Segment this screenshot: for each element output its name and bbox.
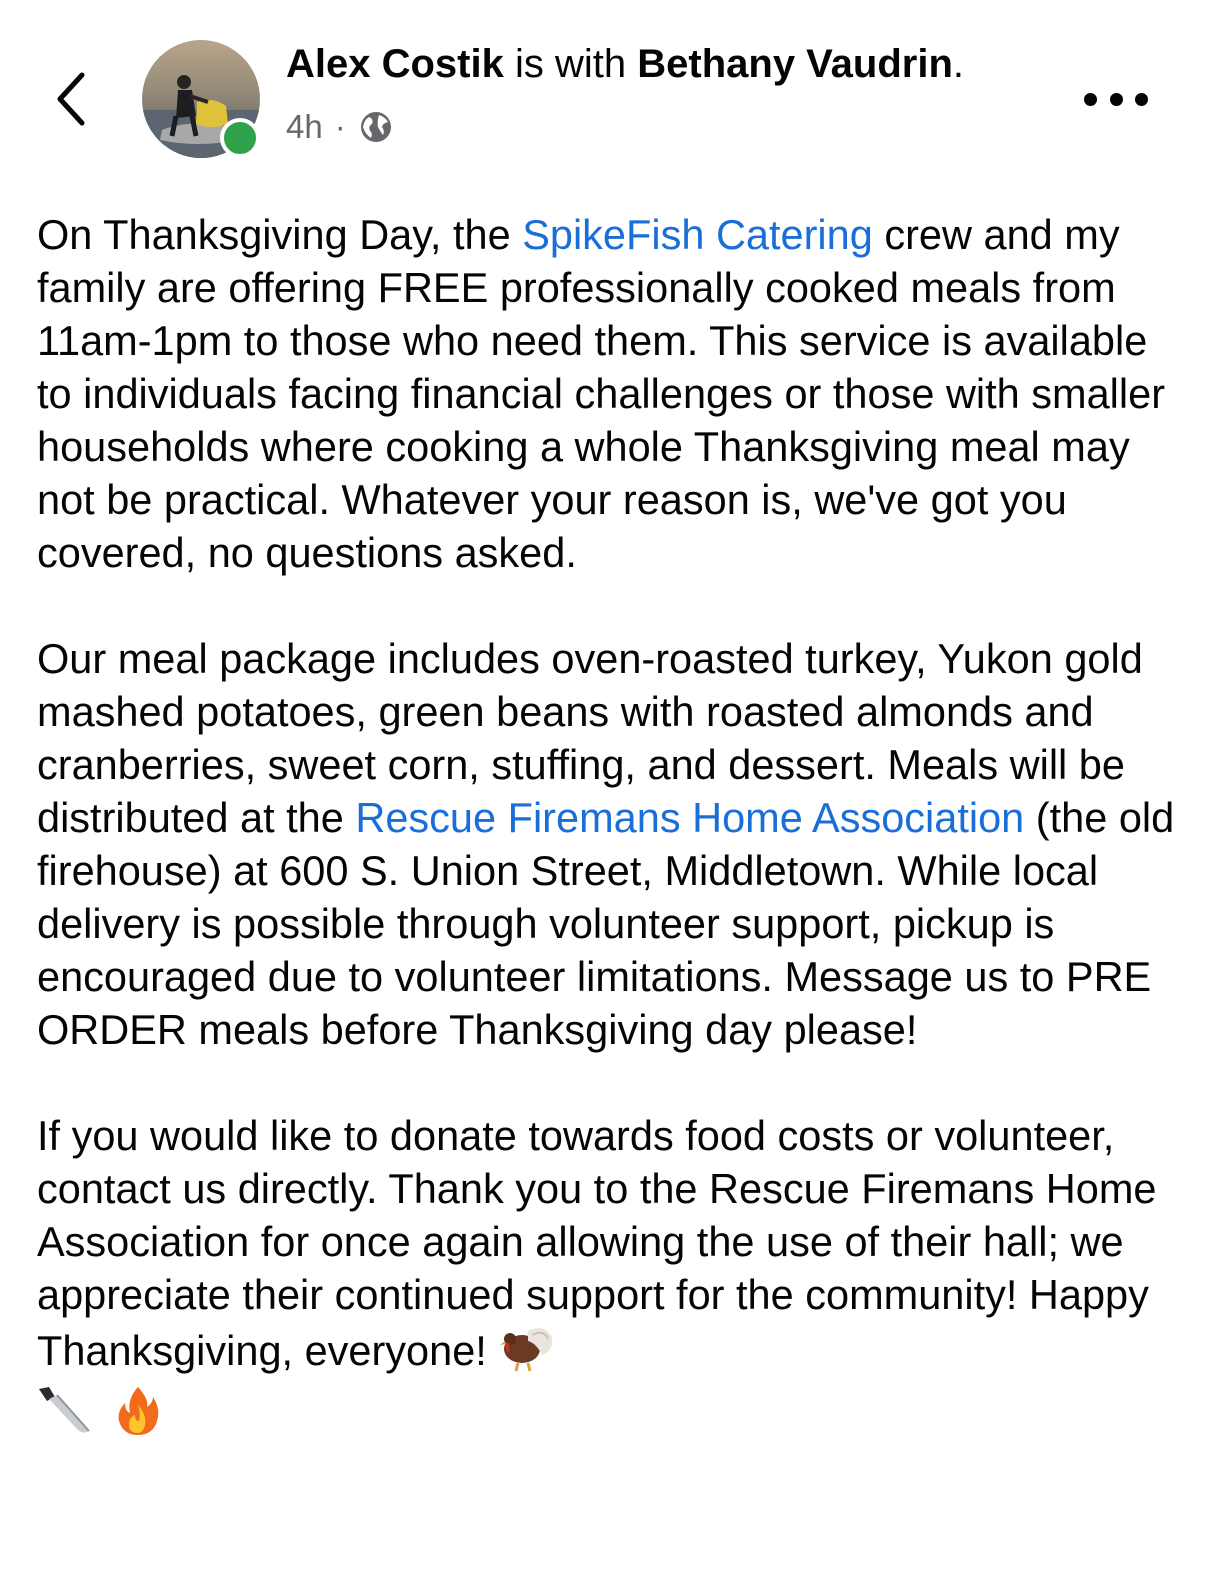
post-paragraph-3 — [37, 1109, 1177, 1449]
post-paragraph-2 — [37, 632, 1177, 1056]
paragraph-text: If you would like to donate towards food costs or volunteer, contact us directly. Thank you to the Rescue Firemans Home Association for once again allowing the use of their hall; we appreciate their continued support for the community! Happy Thanksgiving, everyone! — [37, 1112, 1157, 1374]
with-text: is with — [514, 42, 627, 86]
online-status-dot — [220, 118, 260, 158]
knife-emoji — [37, 1385, 93, 1449]
period: . — [952, 42, 964, 86]
globe-icon[interactable] — [358, 109, 394, 145]
paragraph-text: Our meal package includes oven-roasted turkey, Yukon gold mashed potatoes, green beans with roasted almonds and cranberries, sweet corn, stuffing, and dessert. Meals will be distributed at the — [37, 635, 1143, 841]
post-text — [37, 208, 1177, 1502]
post-paragraph-1 — [37, 208, 1177, 579]
paragraph-text: (the old firehouse) at 600 S. Union Street, Middletown. While local delivery is possible through volunteer support, pickup is encouraged due to volunteer limitations. Message us to PRE ORDER meals before Thanksgiving day please! — [37, 794, 1175, 1053]
post-time[interactable]: 4h — [286, 108, 323, 145]
turkey-emoji — [498, 1321, 558, 1385]
rescue-firemans-home-association-link[interactable]: Rescue Firemans Home Association — [355, 794, 1025, 841]
post-meta — [286, 102, 394, 152]
paragraph-text: On Thanksgiving Day, the — [37, 211, 523, 258]
meta-separator: · — [334, 108, 346, 145]
paragraph-text: crew and my family are offering FREE professionally cooked meals from 11am-1pm to those who need them. This service is available to individuals facing financial challenges or those with smaller households where cooking a whole Thanksgiving meal may not be practical. Whatever your reason is, we've got you covered, no questions asked. — [37, 211, 1166, 576]
more-options-button[interactable] — [1084, 84, 1148, 114]
more-dot — [1135, 93, 1148, 106]
tagged-name[interactable]: Bethany Vaudrin — [637, 42, 953, 86]
more-dot — [1110, 93, 1123, 106]
post-header — [0, 0, 1206, 180]
spikefish-catering-link[interactable]: SpikeFish Catering — [522, 211, 873, 258]
fire-emoji — [115, 1385, 161, 1449]
chevron-left-icon — [54, 71, 88, 127]
post-author-line — [286, 38, 964, 90]
back-button[interactable] — [46, 64, 96, 134]
more-dot — [1084, 93, 1097, 106]
author-name[interactable]: Alex Costik — [286, 42, 504, 86]
